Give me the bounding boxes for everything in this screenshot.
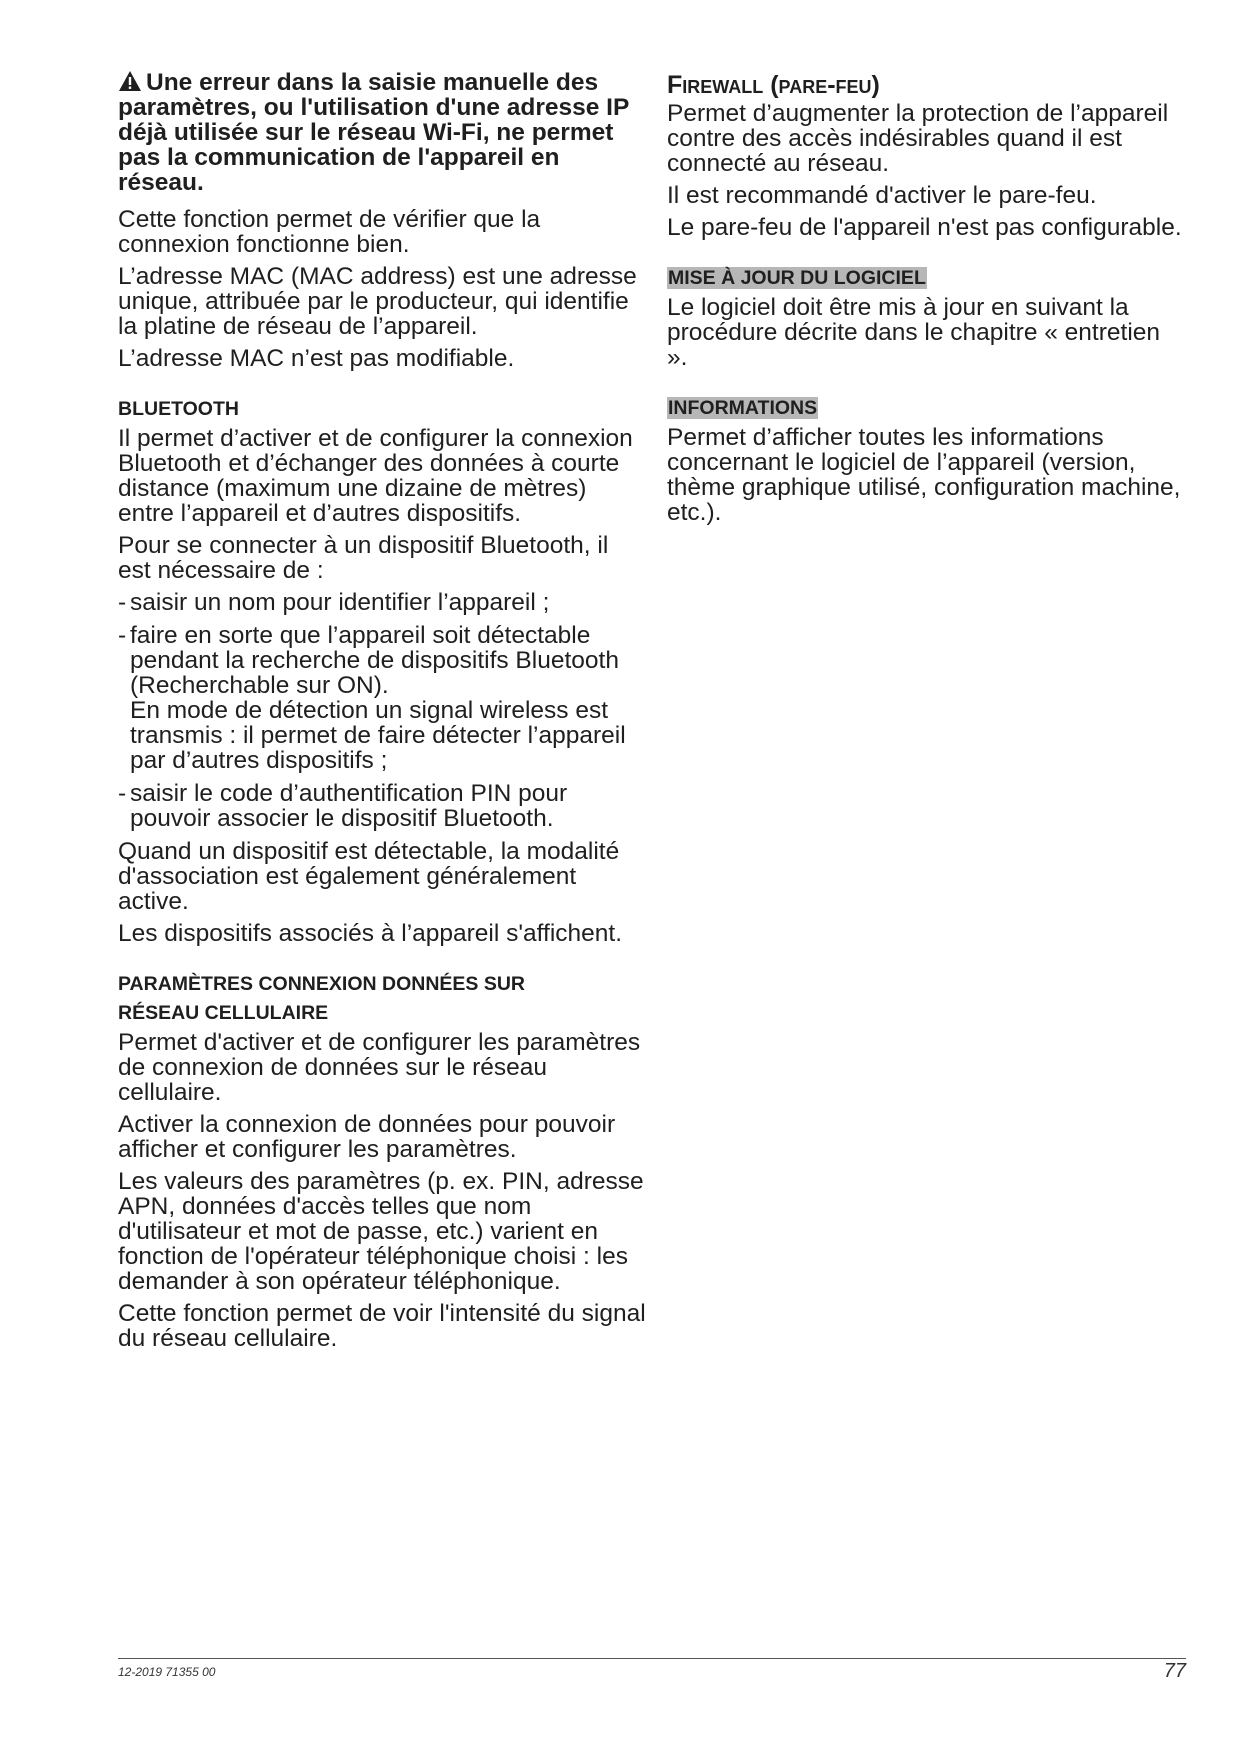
list-item-extra: En mode de détection un signal wireless est transmis : il permet de faire détecter l’appareil par d’autres dispositifs ; [130, 697, 626, 774]
firewall-paragraph: Permet d’augmenter la protection de l’appareil contre des accès indésirables quand il est connecté au réseau. [667, 100, 1169, 177]
bluetooth-paragraph: Les dispositifs associés à l’appareil s'affichent. [118, 920, 623, 947]
info-heading: INFORMATIONS [668, 397, 818, 419]
cellular-paragraph: Activer la connexion de données pour pouvoir afficher et configurer les paramètres. [118, 1111, 616, 1163]
cellular-paragraph: Cette fonction permet de voir l'intensité du signal du réseau cellulaire. [118, 1300, 646, 1352]
intro-paragraph: Cette fonction permet de vérifier que la connexion fonctionne bien. [118, 206, 541, 258]
right-column [667, 70, 1187, 532]
left-column [118, 70, 646, 1358]
bluetooth-steps-list [118, 590, 646, 831]
bluetooth-paragraph: Pour se connecter à un dispositif Bluetooth, il est nécessaire de : [118, 532, 609, 584]
intro-paragraph: L’adresse MAC (MAC address) est une adresse unique, attribuée par le producteur, qui identifie la platine de réseau de l’appareil. [118, 263, 637, 340]
cellular-paragraph: Permet d'activer et de configurer les paramètres de connexion de données sur le réseau cellulaire. [118, 1029, 641, 1106]
cellular-paragraph: Les valeurs des paramètres (p. ex. PIN, adresse APN, données d'accès telles que nom d'utilisateur et mot de passe, etc.) varient en fonction de l'opérateur téléphonique choisi : les demander à son opérateur téléphonique. [118, 1168, 644, 1295]
footer-document-code: 12-2019 71355 00 [118, 1665, 216, 1679]
intro-paragraph: L’adresse MAC n’est pas modifiable. [118, 345, 515, 372]
update-paragraph: Le logiciel doit être mis à jour en suivant la procédure décrite dans le chapitre « entretien ». [667, 294, 1161, 371]
list-item: - saisir un nom pour identifier l’appareil ; [118, 590, 646, 615]
info-paragraph: Permet d’afficher toutes les informations concernant le logiciel de l’appareil (version, thème graphique utilisé, configuration machine, etc.). [667, 424, 1181, 526]
firewall-heading: Firewall (pare-feu) [667, 71, 880, 99]
warning-note [118, 70, 646, 195]
firewall-paragraph: Il est recommandé d'activer le pare-feu. [667, 182, 1097, 209]
warning-triangle-icon [118, 70, 142, 92]
bluetooth-heading: BLUETOOTH [118, 398, 239, 420]
page-number: 77 [1163, 1660, 1186, 1682]
list-item: - faire en sorte que l’appareil soit détectable pendant la recherche de dispositifs Bluetooth (Recherchable sur ON). En mode de détection un signal wireless est transmis : il permet de faire détecter l’appareil par d’autres dispositifs ; [118, 623, 646, 773]
cellular-heading: PARAMÈTRES CONNEXION DONNÉES SUR RÉSEAU CELLULAIRE [118, 973, 526, 1024]
bluetooth-paragraph: Quand un dispositif est détectable, la modalité d'association est également généralement active. [118, 838, 620, 915]
warning-text: Une erreur dans la saisie manuelle des paramètres, ou l'utilisation d'une adresse IP déjà utilisée sur le réseau Wi-Fi, ne permet pas la communication de l'appareil en réseau. [118, 69, 629, 196]
footer-divider [118, 1658, 1186, 1659]
firewall-paragraph: Le pare-feu de l'appareil n'est pas configurable. [667, 214, 1182, 241]
bluetooth-paragraph: Il permet d’activer et de configurer la connexion Bluetooth et d’échanger des données à courte distance (maximum une dizaine de mètres) entre l’appareil et d’autres dispositifs. [118, 425, 633, 527]
update-heading: MISE À JOUR DU LOGICIEL [668, 267, 926, 289]
list-item: - saisir le code d’authentification PIN pour pouvoir associer le dispositif Bluetooth. [118, 781, 646, 831]
